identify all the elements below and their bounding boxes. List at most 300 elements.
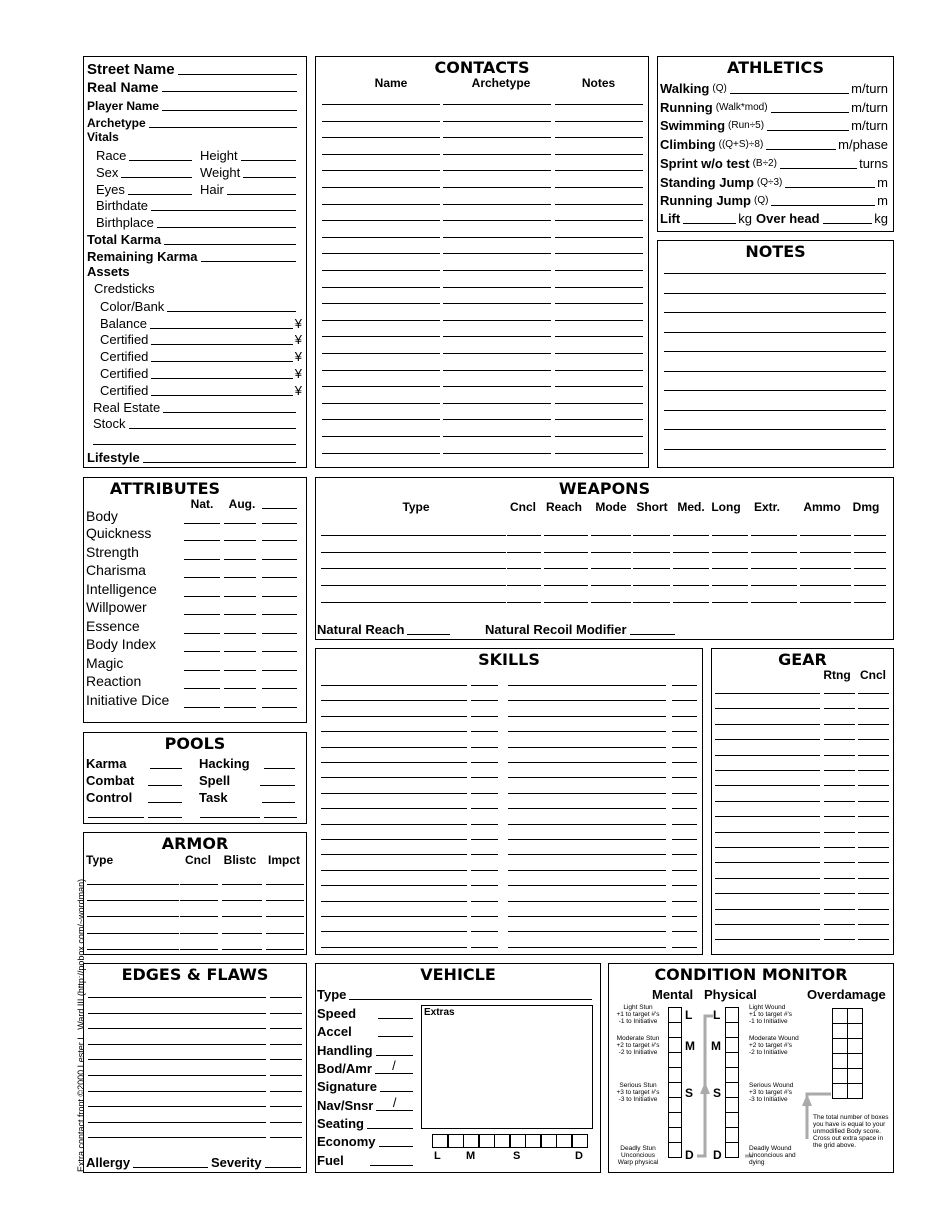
blank-line[interactable] (751, 535, 797, 536)
blank-line[interactable] (266, 884, 304, 885)
hair-field[interactable]: Hair (200, 181, 298, 197)
blank-line[interactable] (270, 1122, 302, 1123)
blank-line[interactable] (321, 824, 467, 825)
blank-line[interactable] (184, 614, 220, 615)
blank-line[interactable] (180, 900, 218, 901)
blank-line[interactable] (854, 602, 886, 603)
blank-line[interactable] (88, 997, 266, 998)
vehicle-track-box[interactable] (525, 1134, 541, 1148)
attr-extra-col-line[interactable] (262, 508, 297, 509)
lift-field[interactable]: Lift kg (660, 211, 752, 226)
blank-line[interactable] (222, 949, 262, 950)
blank-line[interactable] (633, 602, 670, 603)
blank-line[interactable] (673, 535, 709, 536)
blank-line[interactable] (824, 909, 855, 910)
blank-line[interactable] (672, 700, 697, 701)
blank-line[interactable] (200, 817, 260, 818)
blank-line[interactable] (262, 540, 297, 541)
blank-line[interactable] (262, 688, 297, 689)
archetype-field[interactable]: Archetype (87, 114, 299, 130)
blank-line[interactable] (471, 685, 498, 686)
blank-line[interactable] (443, 436, 551, 437)
blank-line[interactable] (858, 770, 889, 771)
blank-line[interactable] (824, 785, 855, 786)
vehicle-track-box[interactable] (510, 1134, 526, 1148)
blank-line[interactable] (224, 614, 256, 615)
certified-field[interactable]: Certified ¥ (100, 366, 302, 381)
bod-amr-field[interactable]: Bod/Amr / (317, 1060, 415, 1076)
blank-line[interactable] (224, 523, 256, 524)
blank-line[interactable] (664, 410, 886, 411)
blank-line[interactable] (322, 287, 440, 288)
blank-line[interactable] (322, 104, 440, 105)
blank-line[interactable] (715, 724, 820, 725)
blank-line[interactable] (673, 602, 709, 603)
blank-line[interactable] (712, 535, 748, 536)
blank-line[interactable] (321, 777, 467, 778)
blank-line[interactable] (88, 1091, 266, 1092)
blank-line[interactable] (555, 436, 643, 437)
blank-line[interactable] (262, 577, 297, 578)
blank-line[interactable] (858, 755, 889, 756)
blank-line[interactable] (88, 1044, 266, 1045)
walking-field[interactable]: Walking (Q) m/turn (660, 81, 888, 96)
blank-line[interactable] (633, 535, 670, 536)
street-name-field[interactable]: Street Name (87, 59, 299, 77)
blank-line[interactable] (471, 901, 498, 902)
blank-line[interactable] (321, 839, 467, 840)
vehicle-track-box[interactable] (479, 1134, 495, 1148)
blank-line[interactable] (321, 552, 506, 553)
blank-line[interactable] (508, 716, 666, 717)
blank-line[interactable] (715, 755, 820, 756)
blank-line[interactable] (88, 1075, 266, 1076)
blank-line[interactable] (224, 651, 256, 652)
blank-line[interactable] (800, 535, 851, 536)
blank-line[interactable] (555, 353, 643, 354)
blank-line[interactable] (824, 878, 855, 879)
blank-line[interactable] (508, 931, 666, 932)
blank-line[interactable] (664, 371, 886, 372)
blank-line[interactable] (664, 312, 886, 313)
blank-line[interactable] (88, 1122, 266, 1123)
blank-line[interactable] (555, 253, 643, 254)
blank-line[interactable] (508, 700, 666, 701)
blank-line[interactable] (715, 708, 820, 709)
blank-line[interactable] (824, 893, 855, 894)
blank-line[interactable] (270, 997, 302, 998)
blank-line[interactable] (471, 747, 498, 748)
blank-line[interactable] (443, 220, 551, 221)
blank-line[interactable] (664, 429, 886, 430)
blank-line[interactable] (508, 916, 666, 917)
blank-line[interactable] (321, 585, 506, 586)
blank-line[interactable] (858, 785, 889, 786)
blank-line[interactable] (751, 602, 797, 603)
blank-line[interactable] (222, 900, 262, 901)
blank-line[interactable] (854, 535, 886, 536)
seating-field[interactable]: Seating (317, 1115, 415, 1131)
blank-line[interactable] (800, 568, 851, 569)
blank-line[interactable] (443, 386, 551, 387)
blank-line[interactable] (322, 303, 440, 304)
blank-line[interactable] (471, 762, 498, 763)
blank-line[interactable] (322, 253, 440, 254)
blank-line[interactable] (555, 386, 643, 387)
blank-line[interactable] (854, 568, 886, 569)
blank-line[interactable] (443, 303, 551, 304)
blank-line[interactable] (184, 633, 220, 634)
blank-line[interactable] (555, 204, 643, 205)
race-field[interactable]: Race (96, 147, 194, 163)
blank-line[interactable] (266, 933, 304, 934)
blank-line[interactable] (184, 688, 220, 689)
blank-line[interactable] (555, 121, 643, 122)
blank-line[interactable] (270, 1106, 302, 1107)
blank-line[interactable] (321, 793, 467, 794)
blank-line[interactable] (321, 885, 467, 886)
blank-line[interactable] (555, 419, 643, 420)
blank-line[interactable] (88, 1106, 266, 1107)
blank-line[interactable] (633, 568, 670, 569)
blank-line[interactable] (184, 651, 220, 652)
blank-line[interactable] (224, 559, 256, 560)
blank-line[interactable] (184, 670, 220, 671)
blank-line[interactable] (88, 1137, 266, 1138)
blank-line[interactable] (471, 793, 498, 794)
blank-line[interactable] (858, 924, 889, 925)
blank-line[interactable] (555, 370, 643, 371)
blank-line[interactable] (322, 187, 440, 188)
blank-line[interactable] (443, 253, 551, 254)
blank-line[interactable] (262, 559, 297, 560)
blank-line[interactable] (224, 670, 256, 671)
blank-line[interactable] (322, 386, 440, 387)
blank-line[interactable] (270, 1075, 302, 1076)
blank-line[interactable] (148, 817, 182, 818)
blank-line[interactable] (715, 832, 820, 833)
blank-line[interactable] (322, 154, 440, 155)
blank-line[interactable] (184, 577, 220, 578)
blank-line[interactable] (555, 220, 643, 221)
blank-line[interactable] (544, 568, 588, 569)
blank-line[interactable] (672, 931, 697, 932)
blank-line[interactable] (672, 685, 697, 686)
blank-line[interactable] (715, 801, 820, 802)
blank-line[interactable] (270, 1028, 302, 1029)
blank-line[interactable] (800, 585, 851, 586)
blank-line[interactable] (321, 808, 467, 809)
blank-line[interactable] (508, 731, 666, 732)
player-name-field[interactable]: Player Name (87, 97, 299, 113)
blank-line[interactable] (824, 770, 855, 771)
blank-line[interactable] (322, 353, 440, 354)
blank-line[interactable] (751, 585, 797, 586)
blank-line[interactable] (555, 403, 643, 404)
blank-line[interactable] (715, 893, 820, 894)
blank-line[interactable] (88, 1028, 266, 1029)
blank-line[interactable] (224, 596, 256, 597)
blank-line[interactable] (715, 693, 820, 694)
blank-line[interactable] (87, 916, 179, 917)
blank-line[interactable] (672, 731, 697, 732)
blank-line[interactable] (443, 336, 551, 337)
blank-line[interactable] (262, 523, 297, 524)
blank-line[interactable] (321, 931, 467, 932)
blank-line[interactable] (471, 808, 498, 809)
blank-line[interactable] (443, 320, 551, 321)
blank-line[interactable] (672, 947, 697, 948)
blank-line[interactable] (322, 121, 440, 122)
blank-line[interactable] (264, 817, 297, 818)
blank-line[interactable] (266, 900, 304, 901)
blank-line[interactable] (633, 552, 670, 553)
blank-line[interactable] (591, 568, 631, 569)
blank-line[interactable] (184, 707, 220, 708)
blank-line[interactable] (471, 731, 498, 732)
blank-line[interactable] (508, 808, 666, 809)
blank-line[interactable] (715, 924, 820, 925)
blank-line[interactable] (224, 707, 256, 708)
blank-line[interactable] (222, 916, 262, 917)
blank-line[interactable] (672, 839, 697, 840)
blank-line[interactable] (270, 1059, 302, 1060)
blank-line[interactable] (858, 939, 889, 940)
natural-reach-field[interactable]: Natural Reach (317, 621, 452, 637)
blank-line[interactable] (443, 154, 551, 155)
blank-line[interactable] (508, 854, 666, 855)
spell-pool-field[interactable]: Spell (199, 772, 297, 788)
blank-line[interactable] (443, 370, 551, 371)
blank-line[interactable] (87, 884, 179, 885)
blank-line[interactable] (270, 1013, 302, 1014)
blank-line[interactable] (87, 949, 179, 950)
blank-line[interactable] (854, 585, 886, 586)
height-field[interactable]: Height (200, 147, 298, 163)
blank-line[interactable] (322, 270, 440, 271)
blank-line[interactable] (824, 816, 855, 817)
vehicle-track-box[interactable] (432, 1134, 448, 1148)
blank-line[interactable] (508, 777, 666, 778)
extras-box[interactable] (421, 1005, 593, 1129)
blank-line[interactable] (858, 878, 889, 879)
blank-line[interactable] (672, 793, 697, 794)
blank-line[interactable] (508, 885, 666, 886)
blank-line[interactable] (262, 670, 297, 671)
control-pool-field[interactable]: Control (86, 789, 184, 805)
birthdate-field[interactable]: Birthdate (96, 197, 298, 213)
natural-recoil-field[interactable]: Natural Recoil Modifier (485, 621, 677, 637)
blank-line[interactable] (508, 839, 666, 840)
blank-line[interactable] (322, 403, 440, 404)
over-head-field[interactable]: Over head kg (756, 211, 888, 226)
blank-line[interactable] (321, 602, 506, 603)
economy-field[interactable]: Economy (317, 1133, 415, 1149)
blank-line[interactable] (858, 801, 889, 802)
standing-jump-field[interactable]: Standing Jump (Q÷3) m (660, 175, 888, 190)
blank-line[interactable] (555, 453, 643, 454)
blank-line[interactable] (672, 916, 697, 917)
blank-line[interactable] (672, 885, 697, 886)
blank-line[interactable] (322, 336, 440, 337)
blank-line[interactable] (858, 832, 889, 833)
blank-line[interactable] (672, 808, 697, 809)
blank-line[interactable] (270, 1044, 302, 1045)
blank-line[interactable] (184, 523, 220, 524)
blank-line[interactable] (471, 777, 498, 778)
sprint-field[interactable]: Sprint w/o test (B÷2) turns (660, 156, 888, 171)
vehicle-track-box[interactable] (463, 1134, 479, 1148)
blank-line[interactable] (800, 602, 851, 603)
real-estate-field[interactable]: Real Estate (93, 399, 298, 415)
blank-line[interactable] (180, 949, 218, 950)
blank-line[interactable] (443, 453, 551, 454)
remaining-karma-field[interactable]: Remaining Karma (87, 248, 298, 264)
blank-line[interactable] (858, 847, 889, 848)
blank-line[interactable] (321, 535, 506, 536)
blank-line[interactable] (321, 685, 467, 686)
blank-line[interactable] (322, 436, 440, 437)
blank-line[interactable] (471, 716, 498, 717)
blank-line[interactable] (322, 453, 440, 454)
blank-line[interactable] (184, 559, 220, 560)
blank-line[interactable] (824, 862, 855, 863)
blank-line[interactable] (544, 552, 588, 553)
blank-line[interactable] (751, 552, 797, 553)
blank-line[interactable] (321, 716, 467, 717)
blank-line[interactable] (544, 535, 588, 536)
blank-line[interactable] (672, 901, 697, 902)
blank-line[interactable] (507, 585, 541, 586)
blank-line[interactable] (266, 949, 304, 950)
blank-line[interactable] (262, 651, 297, 652)
color-bank-field[interactable]: Color/Bank (100, 298, 298, 314)
blank-line[interactable] (222, 884, 262, 885)
stock-field[interactable]: Stock (93, 415, 298, 431)
blank-line[interactable] (824, 755, 855, 756)
blank-line[interactable] (672, 854, 697, 855)
blank-line[interactable] (87, 933, 179, 934)
blank-line[interactable] (322, 237, 440, 238)
blank-line[interactable] (321, 870, 467, 871)
vehicle-track-box[interactable] (541, 1134, 557, 1148)
blank-line[interactable] (508, 762, 666, 763)
blank-line[interactable] (673, 585, 709, 586)
blank-line[interactable] (471, 931, 498, 932)
blank-line[interactable] (591, 535, 631, 536)
blank-line[interactable] (672, 747, 697, 748)
blank-line[interactable] (322, 419, 440, 420)
blank-line[interactable] (322, 220, 440, 221)
karma-pool-field[interactable]: Karma (86, 755, 184, 771)
blank-line[interactable] (88, 1013, 266, 1014)
blank-line[interactable] (664, 293, 886, 294)
blank-line[interactable] (858, 739, 889, 740)
blank-line[interactable] (443, 104, 551, 105)
blank-line[interactable] (824, 724, 855, 725)
climbing-field[interactable]: Climbing ((Q+S)÷8) m/phase (660, 137, 888, 152)
blank-line[interactable] (858, 693, 889, 694)
blank-line[interactable] (555, 270, 643, 271)
blank-line[interactable] (555, 237, 643, 238)
blank-line[interactable] (712, 568, 748, 569)
blank-line[interactable] (321, 854, 467, 855)
blank-line[interactable] (591, 552, 631, 553)
blank-line[interactable] (508, 747, 666, 748)
blank-line[interactable] (544, 585, 588, 586)
blank-line[interactable] (664, 351, 886, 352)
blank-line[interactable] (443, 419, 551, 420)
accel-field[interactable]: Accel (317, 1023, 415, 1039)
blank-line[interactable] (262, 707, 297, 708)
blank-line[interactable] (751, 568, 797, 569)
blank-line[interactable] (443, 204, 551, 205)
blank-line[interactable] (664, 273, 886, 274)
vehicle-track-box[interactable] (448, 1134, 464, 1148)
running-field[interactable]: Running (Walk*mod) m/turn (660, 100, 888, 115)
blank-line[interactable] (854, 552, 886, 553)
blank-line[interactable] (321, 901, 467, 902)
blank-line[interactable] (93, 444, 296, 445)
blank-line[interactable] (443, 187, 551, 188)
blank-line[interactable] (88, 1059, 266, 1060)
blank-line[interactable] (508, 870, 666, 871)
blank-line[interactable] (224, 540, 256, 541)
blank-line[interactable] (715, 862, 820, 863)
blank-line[interactable] (858, 862, 889, 863)
blank-line[interactable] (858, 893, 889, 894)
task-pool-field[interactable]: Task (199, 789, 297, 805)
blank-line[interactable] (715, 878, 820, 879)
blank-line[interactable] (508, 901, 666, 902)
blank-line[interactable] (715, 847, 820, 848)
blank-line[interactable] (555, 303, 643, 304)
blank-line[interactable] (555, 287, 643, 288)
blank-line[interactable] (322, 137, 440, 138)
blank-line[interactable] (555, 187, 643, 188)
blank-line[interactable] (321, 916, 467, 917)
blank-line[interactable] (87, 900, 179, 901)
vehicle-track-box[interactable] (572, 1134, 588, 1148)
blank-line[interactable] (555, 104, 643, 105)
blank-line[interactable] (858, 708, 889, 709)
blank-line[interactable] (672, 762, 697, 763)
blank-line[interactable] (555, 336, 643, 337)
blank-line[interactable] (555, 170, 643, 171)
blank-line[interactable] (673, 552, 709, 553)
blank-line[interactable] (555, 137, 643, 138)
blank-line[interactable] (321, 568, 506, 569)
eyes-field[interactable]: Eyes (96, 181, 194, 197)
signature-field[interactable]: Signature (317, 1078, 415, 1094)
blank-line[interactable] (591, 585, 631, 586)
blank-line[interactable] (224, 688, 256, 689)
vehicle-type-field[interactable]: Type (317, 986, 594, 1002)
blank-line[interactable] (180, 884, 218, 885)
blank-line[interactable] (471, 885, 498, 886)
blank-line[interactable] (712, 552, 748, 553)
blank-line[interactable] (672, 870, 697, 871)
blank-line[interactable] (824, 693, 855, 694)
blank-line[interactable] (321, 762, 467, 763)
blank-line[interactable] (858, 909, 889, 910)
blank-line[interactable] (824, 832, 855, 833)
balance-field[interactable]: Balance ¥ (100, 316, 302, 331)
blank-line[interactable] (443, 237, 551, 238)
blank-line[interactable] (471, 839, 498, 840)
blank-line[interactable] (471, 916, 498, 917)
total-karma-field[interactable]: Total Karma (87, 231, 298, 247)
